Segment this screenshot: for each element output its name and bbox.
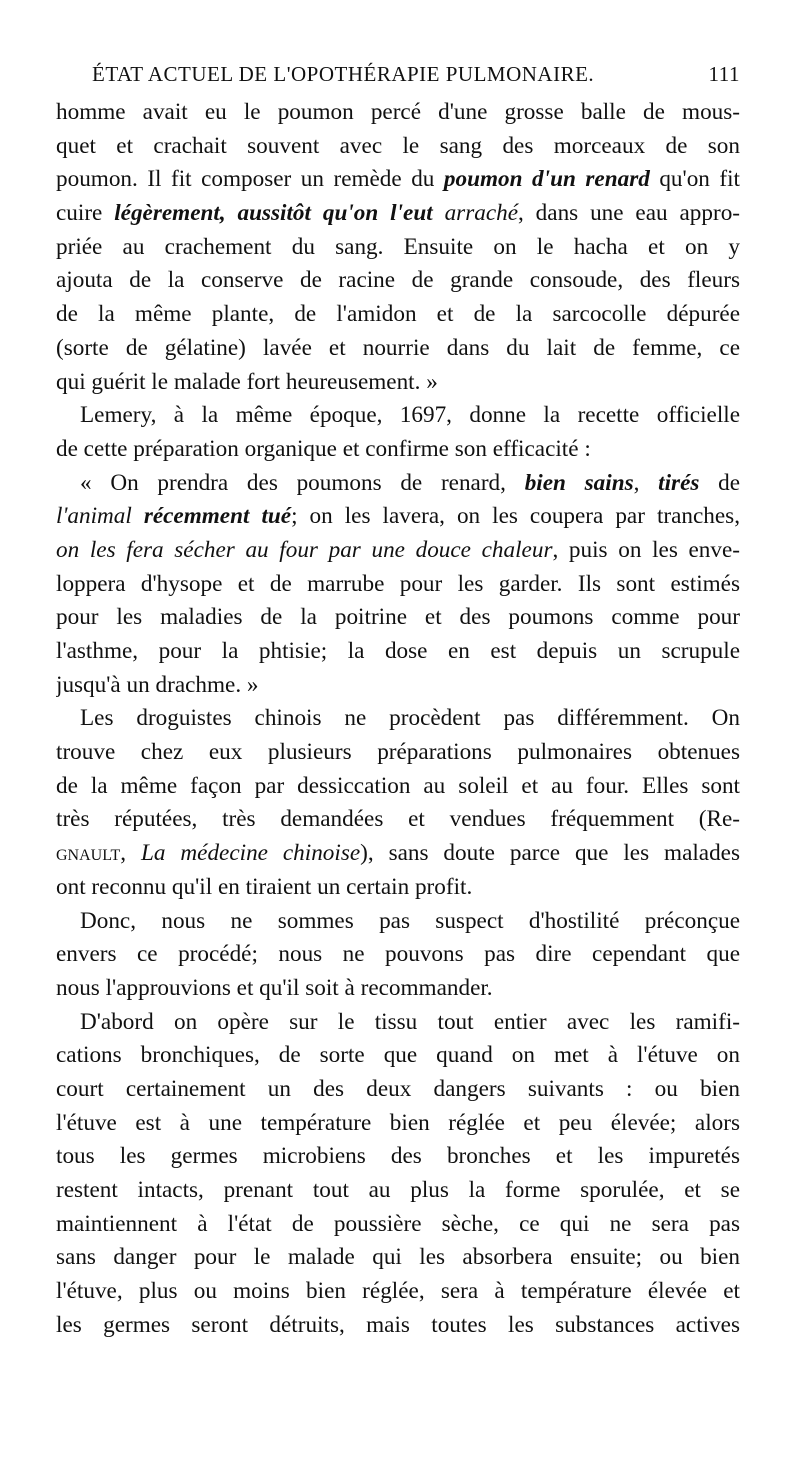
text-line: envers ce procédé; nous ne pouvons pas dire cependant que xyxy=(56,941,740,968)
text-line: l'asthme, pour la phtisie; la dose en est depuis un scrupule xyxy=(56,638,740,664)
text-line: les germes seront détruits, mais toutes les substances actives xyxy=(56,1311,740,1338)
text-line: qui guérit le malade fort heureusement. » xyxy=(56,368,438,395)
text-line: restent intacts, prenant tout au plus la forme sporulée, et se xyxy=(56,1177,740,1203)
text-line: Donc, nous ne sommes pas suspect d'hostilité préconçue xyxy=(80,907,740,934)
text-line: Lemery, à la même époque, 1697, donne la recette officielle xyxy=(80,402,740,429)
book-page xyxy=(56,52,740,1342)
text-line: maintiennent à l'état de poussière sèche, ce qui ne sera pas xyxy=(56,1210,740,1237)
text-line: gnault, La médecine chinoise), sans doute parce que les malades xyxy=(56,840,740,867)
text-line: trouve chez eux plusieurs préparations pulmonaires obtenues xyxy=(56,739,740,766)
text-line: cuire légèrement, aussitôt qu'on l'eut arraché, dans une eau appro- xyxy=(56,200,740,227)
text-line: ajouta de la conserve de racine de grande consoude, des fleurs xyxy=(56,267,740,294)
text-line: priée au crachement du sang. Ensuite on le hacha et on y xyxy=(56,233,740,260)
text-line: tous les germes microbiens des bronches et les impuretés xyxy=(56,1143,740,1170)
page-number: 111 xyxy=(708,62,740,86)
text-line: homme avait eu le poumon percé d'une grosse balle de mous- xyxy=(56,99,740,125)
text-line: Les droguistes chinois ne procèdent pas différemment. On xyxy=(80,705,740,732)
running-title: ÉTAT ACTUEL DE L'OPOTHÉRAPIE PULMONAIRE. xyxy=(92,62,595,86)
text-line: loppera d'hysope et de marrube pour les garder. Ils sont estimés xyxy=(56,570,740,597)
text-line: de la même plante, de l'amidon et de la sarcocolle dépurée xyxy=(56,301,740,328)
body-text xyxy=(56,96,740,1342)
text-line: sans danger pour le malade qui les absorbera ensuite; ou bien xyxy=(56,1244,740,1271)
text-line: de cette préparation organique et confirme son efficacité : xyxy=(56,435,591,462)
text-line: (sorte de gélatine) lavée et nourrie dans du lait de femme, ce xyxy=(56,334,740,361)
text-line: on les fera sécher au four par une douce chaleur, puis on les enve- xyxy=(56,536,740,563)
text-line: nous l'approuvions et qu'il soit à recommander. xyxy=(56,974,493,1001)
text-line: poumon. Il fit composer un remède du poumon d'un renard qu'on fit xyxy=(56,166,740,193)
running-head xyxy=(56,52,740,96)
text-line: ont reconnu qu'il en tiraient un certain profit. xyxy=(56,873,473,900)
text-line: quet et crachait souvent avec le sang des morceaux de son xyxy=(56,132,740,159)
text-line: l'étuve, plus ou moins bien réglée, sera à température élevée et xyxy=(56,1278,740,1305)
text-line: jusqu'à un drachme. » xyxy=(56,671,259,698)
text-line: très réputées, très demandées et vendues fréquemment (Re- xyxy=(56,806,740,833)
text-line: « On prendra des poumons de renard, bien sains, tirés de xyxy=(80,469,740,496)
text-line: de la même façon par dessiccation au soleil et au four. Elles sont xyxy=(56,772,740,799)
text-line: pour les maladies de la poitrine et des poumons comme pour xyxy=(56,604,740,631)
text-line: l'animal récemment tué; on les lavera, on les coupera par tranches, xyxy=(56,503,740,530)
text-line: D'abord on opère sur le tissu tout entier avec les ramifi- xyxy=(80,1008,740,1035)
text-line: l'étuve est à une température bien réglée et peu élevée; alors xyxy=(56,1109,740,1136)
text-line: court certainement un des deux dangers suivants : ou bien xyxy=(56,1075,740,1102)
text-line: cations bronchiques, de sorte que quand on met à l'étuve on xyxy=(56,1042,740,1069)
